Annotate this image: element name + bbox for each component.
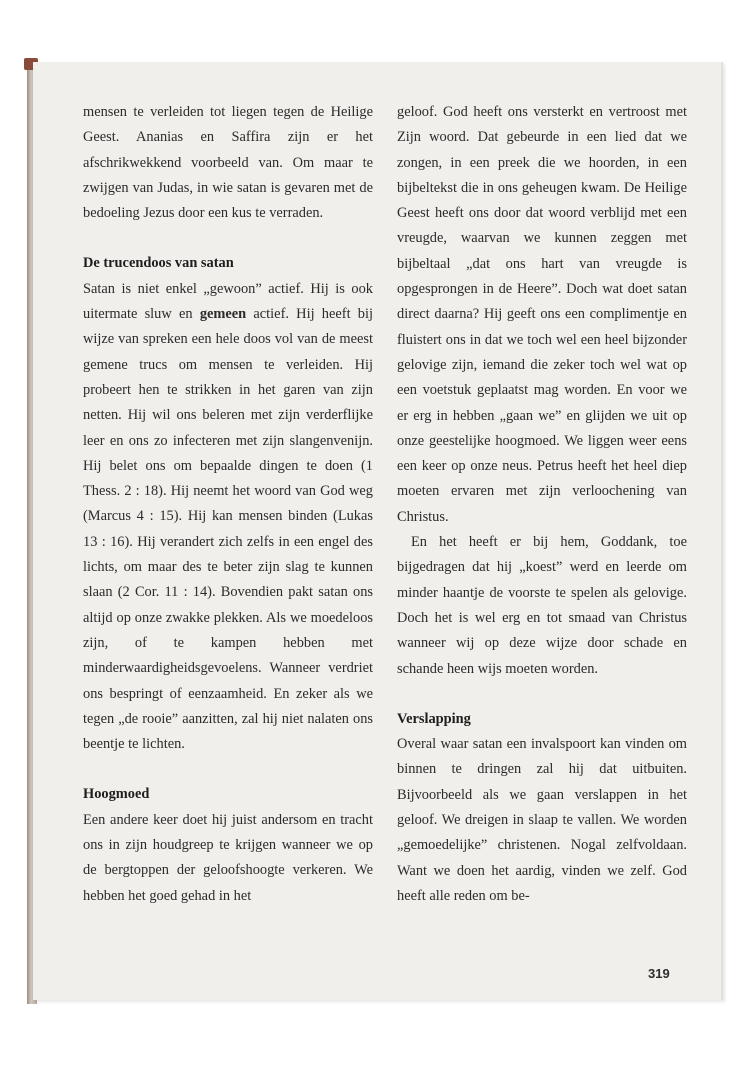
section-heading: Hoogmoed — [83, 786, 150, 803]
paragraph: mensen te verleiden tot liegen tegen de Heilige Geest. Ananias en Saffira zijn er het afschrikwekkend voorbeeld van. Om maar te zwijgen van Judas, in wie satan is gevaren met de bedoeling Jezus door een kus te verraden. — [83, 104, 373, 222]
left-column — [83, 100, 373, 909]
paragraph — [83, 277, 373, 758]
paragraph-text: actief. Hij heeft bij wijze van spreken een hele doos vol van de meest gemene trucs om mensen te verleiden. Hij probeert hen te strikken in het garen van zijn netten. Hij wil ons beleren met zijn verderflijke leer en ons zo infecteren met zijn slangenvenijn. Hij belet ons om bepaalde dingen te doen (1 Thess. 2 : 18). Hij neemt het woord van God weg (Marcus 4 : 15). Hij kan mensen binden (Lukas 13 : 16). Hij verandert zich zelfs in een engel des lichts, om maar des te beter zijn slag te kunnen slaan (2 Cor. 11 : 14). Bovendien pakt satan ons altijd op onze zwakke plekken. Als we moedeloos zijn, of te kampen hebben met minderwaardigheidsgevoelens. Wanneer verdriet ons bespringt of eenzaamheid. En zeker als we tegen „de rooie” aanzitten, zal hij niet nalaten ons beentje te lichten. — [83, 306, 373, 753]
section-heading: De trucendoos van satan — [83, 255, 234, 272]
page-number: 319 — [648, 966, 670, 981]
paragraph: geloof. God heeft ons versterkt en vertroost met Zijn woord. Dat gebeurde in een lied dat we zongen, in een preek die we hoorden, in een bijbeltekst die in ons geheugen kwam. De Heilige Geest heeft ons door dat woord verblijd met een vreugde, waarvan we kunnen zeggen met bijbeltaal „dat ons hart van vreugde is opgesprongen in de Heere”. Doch wat doet satan direct daarna? Hij geeft ons een complimentje en fluistert ons in dat we toch wel een heel bijzonder gelovige zijn, iemand die zeker toch wel wat op een voetstuk geplaatst mag worden. En voor we er erg in hebben „gaan we” en glijden we uit op onze geestelijke hoogmoed. We liggen weer eens een keer op onze neus. Petrus heeft het heel diep moeten ervaren met zijn verloochening van Christus. — [397, 104, 687, 525]
paragraph: Een andere keer doet hij juist andersom en tracht ons in zijn houdgreep te krijgen wanneer we op de bergtoppen der geloofshoogte verkeren. We hebben het goed gehad in het — [83, 811, 373, 904]
right-column — [397, 100, 687, 909]
paragraph-text: Satan is niet enkel „gewoon” actief. Hij is ook uitermate sluw en — [83, 280, 373, 323]
section-heading: Verslapping — [397, 710, 471, 727]
emphasis-text: gemeen — [199, 306, 247, 323]
paragraph: En het heeft er bij hem, Goddank, toe bijgedragen dat hij „koest” werd en leerde om minder haantje de voorste te spelen als gelovige. Doch het is wel erg en tot smaad van Christus wanneer wij op deze wijze door schade en schande heen wijs moeten worden. — [397, 534, 687, 677]
paragraph: Overal waar satan een invalspoort kan vinden om binnen te dringen zal hij dat uitbuiten. Bijvoorbeeld als we gaan verslappen in het geloof. We dreigen in slaap te vallen. We worden „gemoedelijke” christenen. Nogal zelfvoldaan. Want we doen het aardig, vinden we zelf. God heeft alle reden om be- — [397, 736, 687, 904]
